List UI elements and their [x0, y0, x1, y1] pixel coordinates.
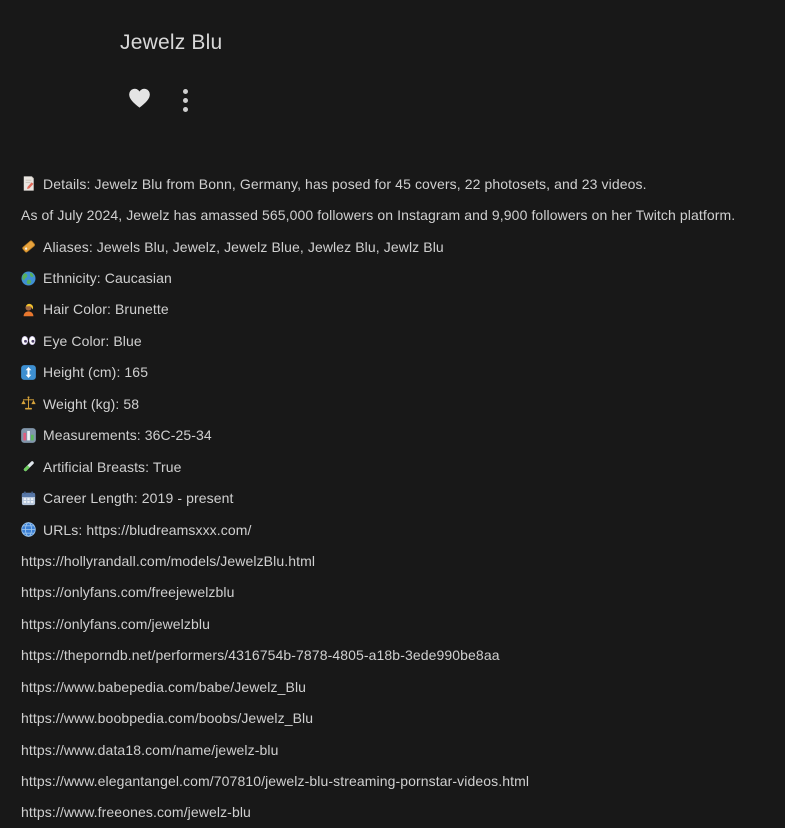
row-text: Measurements: 36C-25-34	[43, 427, 212, 444]
label-icon	[20, 238, 37, 255]
globe-icon	[20, 270, 37, 287]
row-url-elegantangel	[20, 765, 785, 796]
row-text: Ethnicity: Caucasian	[43, 270, 172, 287]
row-artificial-breasts	[20, 451, 785, 482]
row-measurements	[20, 420, 785, 451]
heart-icon	[128, 88, 151, 112]
globe-meridians-icon	[20, 521, 37, 538]
row-text: Eye Color: Blue	[43, 332, 142, 349]
row-url-data18	[20, 734, 785, 765]
row-text: URLs: https://bludreamsxxx.com/	[43, 521, 252, 538]
row-aliases	[20, 231, 785, 262]
bar-chart-icon	[20, 427, 37, 444]
row-text: Career Length: 2019 - present	[43, 490, 234, 507]
row-text: https://theporndb.net/performers/4316754b-7878-4805-a18b-3ede990be8aa	[21, 647, 500, 664]
row-eye-color	[20, 325, 785, 356]
row-text: Aliases: Jewels Blu, Jewelz, Jewelz Blue, Jewlez Blu, Jewlz Blu	[43, 238, 444, 255]
row-hair-color	[20, 294, 785, 325]
row-text: https://www.boobpedia.com/boobs/Jewelz_Blu	[21, 710, 314, 727]
profile-details-list	[0, 168, 785, 828]
row-details	[20, 168, 785, 199]
row-text: https://www.elegantangel.com/707810/jewelz-blu-streaming-pornstar-videos.html	[21, 773, 530, 790]
row-url-onlyfans	[20, 608, 785, 639]
balance-scale-icon	[20, 395, 37, 412]
row-url-hollyrandall	[20, 545, 785, 576]
more-options-button[interactable]	[183, 89, 188, 112]
row-url-onlyfans-free	[20, 577, 785, 608]
row-text: As of July 2024, Jewelz has amassed 565,000 followers on Instagram and 9,900 followers on her Twitch platform.	[21, 207, 736, 224]
row-text: Height (cm): 165	[43, 364, 149, 381]
row-url-freeones	[20, 797, 785, 828]
eyes-icon	[20, 332, 37, 349]
row-text: Weight (kg): 58	[43, 395, 140, 412]
row-text: Artificial Breasts: True	[43, 458, 182, 475]
row-text: https://hollyrandall.com/models/JewelzBlu.html	[21, 552, 316, 569]
row-text: https://www.freeones.com/jewelz-blu	[21, 804, 251, 821]
row-career-length	[20, 482, 785, 513]
row-text: https://www.babepedia.com/babe/Jewelz_Blu	[21, 678, 307, 695]
row-bio	[20, 199, 785, 230]
memo-icon	[20, 175, 37, 192]
row-text: https://www.data18.com/name/jewelz-blu	[21, 741, 279, 758]
kebab-menu-icon	[183, 89, 188, 112]
favorite-button[interactable]	[128, 88, 151, 112]
row-text: https://onlyfans.com/jewelzblu	[21, 615, 210, 632]
action-bar	[128, 88, 785, 112]
row-text: Hair Color: Brunette	[43, 301, 169, 318]
calendar-icon	[20, 490, 37, 507]
row-urls	[20, 514, 785, 545]
test-tube-icon	[20, 458, 37, 475]
page-title: Jewelz Blu	[120, 31, 223, 54]
row-text: https://onlyfans.com/freejewelzblu	[21, 584, 235, 601]
row-height	[20, 357, 785, 388]
row-url-theporndb	[20, 640, 785, 671]
row-url-boobpedia	[20, 702, 785, 733]
row-weight	[20, 388, 785, 419]
row-ethnicity	[20, 262, 785, 293]
row-text: Details: Jewelz Blu from Bonn, Germany, has posed for 45 covers, 22 photosets, and 23 videos.	[43, 175, 647, 192]
up-down-arrow-icon	[20, 364, 37, 381]
haircut-icon	[20, 301, 37, 318]
row-url-babepedia	[20, 671, 785, 702]
